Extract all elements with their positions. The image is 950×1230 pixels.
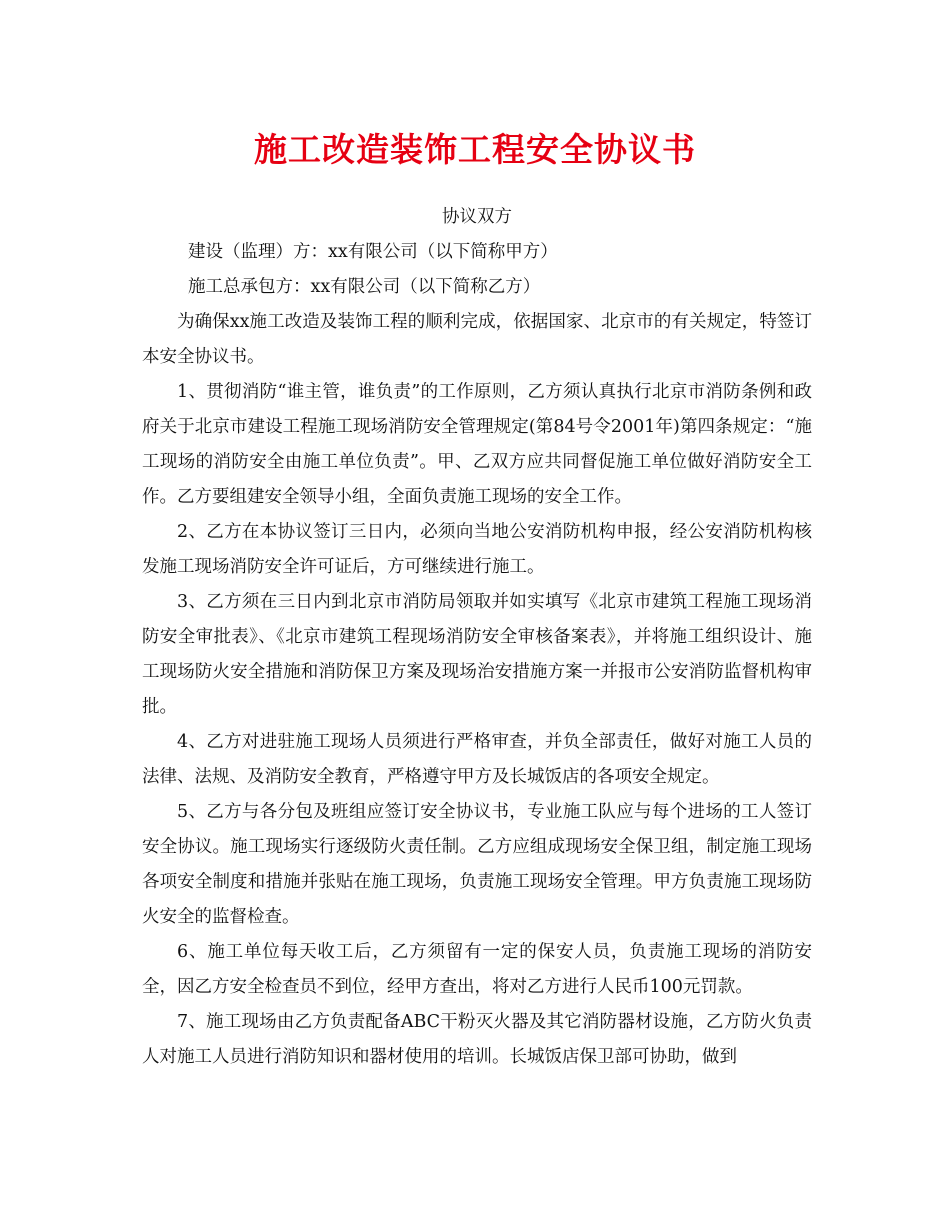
party-a-line: 建设（监理）方：xx有限公司（以下简称甲方） bbox=[188, 242, 558, 262]
document-title: 施工改造装饰工程安全协议书 bbox=[254, 130, 696, 169]
party-b-line: 施工总承包方：xx有限公司（以下简称乙方） bbox=[188, 277, 541, 297]
clause-paragraph: 1、贯彻消防“谁主管，谁负责”的工作原则，乙方须认真执行北京市消防条例和政府关于北京市建设工程施工现场消防安全管理规定(第84号令2001年)第四条规定：“施工现场的消防安全由施工单位负责”。甲、乙双方应共同督促施工单位做好消防安全工作。乙方要组建安全领导小组，全面负责施工现场的安全工作。 bbox=[142, 382, 812, 507]
clause-paragraph: 5、乙方与各分包及班组应签订安全协议书，专业施工队应与每个进场的工人签订安全协议。施工现场实行逐级防火责任制。乙方应组成现场安全保卫组，制定施工现场各项安全制度和措施并张贴在施工现场，负责施工现场安全管理。甲方负责施工现场防火安全的监督检查。 bbox=[142, 802, 812, 927]
document-body bbox=[142, 200, 812, 1075]
clause-paragraph: 6、施工单位每天收工后，乙方须留有一定的保安人员，负责施工现场的消防安全，因乙方安全检查员不到位，经甲方查出，将对乙方进行人民币100元罚款。 bbox=[142, 942, 812, 997]
clause-paragraph: 7、施工现场由乙方负责配备ABC干粉灭火器及其它消防器材设施，乙方防火负责人对施工人员进行消防知识和器材使用的培训。长城饭店保卫部可协助，做到 bbox=[142, 1012, 812, 1067]
clause-paragraph: 2、乙方在本协议签订三日内，必须向当地公安消防机构申报，经公安消防机构核发施工现场消防安全许可证后，方可继续进行施工。 bbox=[142, 522, 812, 577]
parties-heading: 协议双方 bbox=[442, 207, 512, 227]
clause-paragraph: 4、乙方对进驻施工现场人员须进行严格审查，并负全部责任，做好对施工人员的法律、法规、及消防安全教育，严格遵守甲方及长城饭店的各项安全规定。 bbox=[142, 732, 812, 787]
clause-paragraph: 3、乙方须在三日内到北京市消防局领取并如实填写《北京市建筑工程施工现场消防安全审批表》、《北京市建筑工程现场消防安全审核备案表》，并将施工组织设计、施工现场防火安全措施和消防保卫方案及现场治安措施方案一并报市公安消防监督机构审批。 bbox=[142, 592, 812, 717]
intro-paragraph: 为确保xx施工改造及装饰工程的顺利完成，依据国家、北京市的有关规定，特签订本安全协议书。 bbox=[142, 312, 812, 367]
